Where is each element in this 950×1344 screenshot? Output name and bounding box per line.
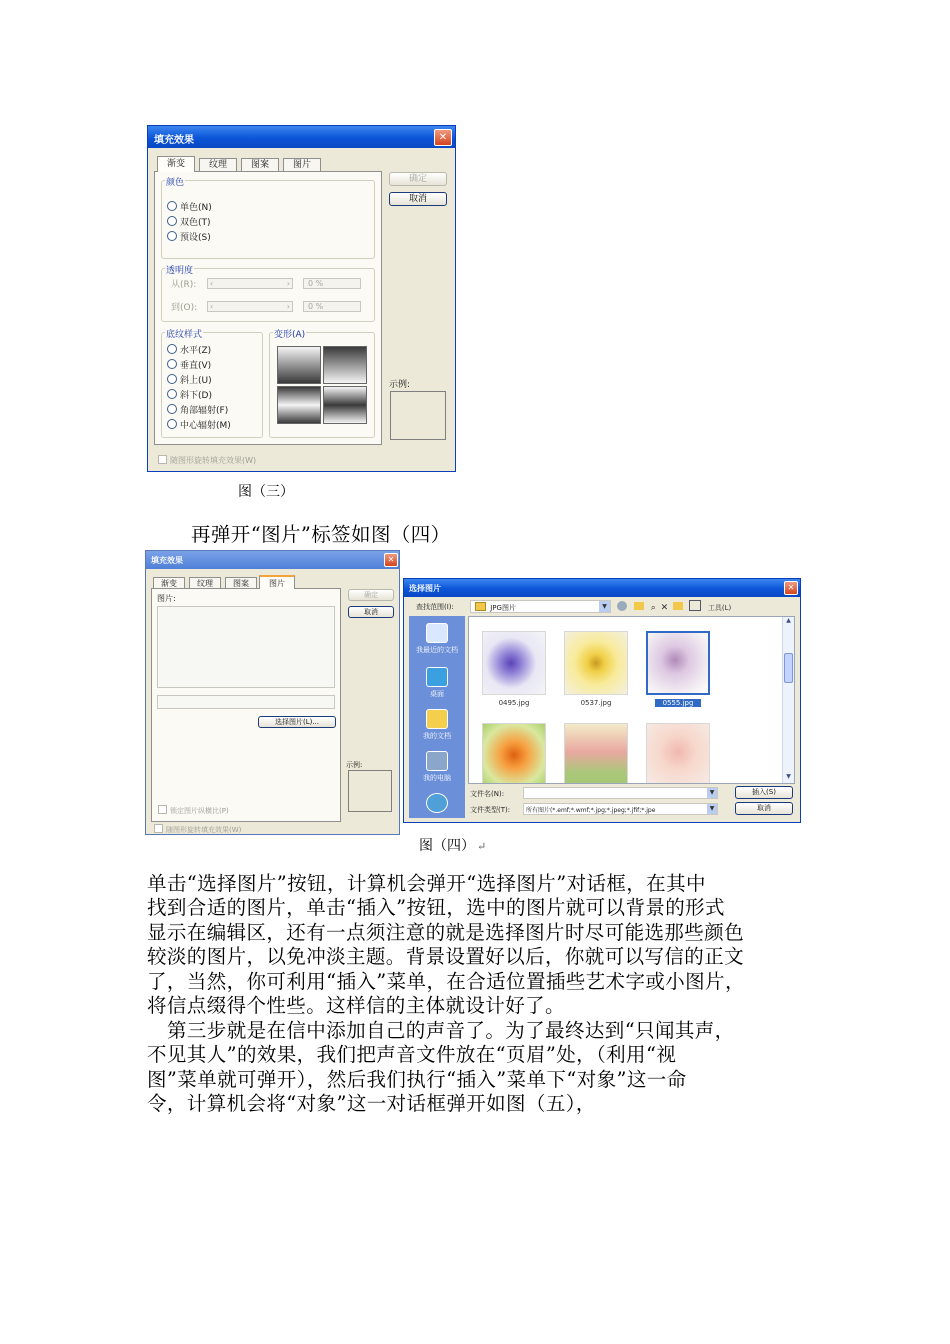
select-picture-button[interactable]: 选择图片(L)... <box>258 716 336 728</box>
shading-styles-label: 底纹样式 <box>165 327 203 340</box>
close-icon[interactable]: ✕ <box>384 553 398 567</box>
chevron-down-icon: ▼ <box>599 601 610 612</box>
variant-swatch[interactable] <box>323 346 367 384</box>
slider-right-arrow-icon: › <box>286 302 290 311</box>
from-percent-value: 0 % <box>308 279 324 288</box>
rotate-with-shape-checkbox[interactable]: 随图形旋转填充效果(W) <box>158 455 256 466</box>
tab-pattern[interactable]: 图案 <box>241 158 279 172</box>
scroll-down-icon[interactable]: ▼ <box>786 773 791 780</box>
radio-diagonal-down[interactable]: 斜下(D) <box>167 388 212 401</box>
to-percent-value: 0 % <box>308 302 324 311</box>
place-recent-documents[interactable] <box>411 623 463 655</box>
folder-icon <box>475 602 486 611</box>
vertical-scrollbar[interactable] <box>782 617 794 783</box>
ok-button[interactable]: 确定 <box>389 172 447 186</box>
color-group-label: 颜色 <box>165 175 185 188</box>
tab-panel <box>151 588 341 822</box>
views-icon[interactable] <box>689 600 701 611</box>
to-percent-field[interactable] <box>303 301 361 312</box>
my-documents-icon <box>426 709 448 729</box>
insert-button[interactable]: 插入(S) <box>735 786 793 799</box>
paragraph-1-line: 找到合适的图片，单击“插入”按钮，选中的图片就可以背景的形式 <box>147 896 725 919</box>
sample-label: 示例: <box>346 761 363 769</box>
radio-one-color[interactable]: 单色(N) <box>167 200 212 213</box>
slider-left-arrow-icon: ‹ <box>210 279 214 288</box>
tab-gradient[interactable]: 渐变 <box>153 577 185 589</box>
recent-documents-icon <box>426 623 448 643</box>
slider-left-arrow-icon: ‹ <box>210 302 214 311</box>
place-label: 我的文档 <box>423 732 451 740</box>
dialog-title: 填充效果 <box>154 135 194 146</box>
figure-4-caption <box>419 835 486 855</box>
file-list <box>468 616 795 784</box>
search-icon[interactable]: ⌕ <box>650 603 656 613</box>
filename-input[interactable] <box>523 787 718 799</box>
paragraph-2-line: 图”菜单就可弹开），然后我们执行“插入”菜单下“对象”这一命 <box>147 1068 687 1091</box>
picture-name-box <box>157 695 335 709</box>
tab-panel <box>154 171 382 445</box>
file-name-selected: 0555.jpg <box>655 699 701 707</box>
radio-vertical[interactable]: 垂直(V) <box>167 358 211 371</box>
chevron-down-icon: ▼ <box>707 804 717 814</box>
look-in-dropdown[interactable] <box>470 600 611 613</box>
paragraph-2-line: 不见其人”的效果，我们把声音文件放在“页眉”处，（利用“视 <box>147 1043 677 1066</box>
return-mark-icon: ↵ <box>477 840 487 853</box>
desktop-icon <box>426 667 448 687</box>
file-thumbnail-selected[interactable] <box>646 631 710 695</box>
dialog-title-bar <box>148 126 455 148</box>
radio-two-colors[interactable]: 双色(T) <box>167 215 211 228</box>
file-thumbnail[interactable] <box>482 631 546 695</box>
sample-label: 示例: <box>389 380 411 390</box>
tools-menu[interactable]: 工具(L) <box>707 604 732 612</box>
transparency-group-label: 透明度 <box>165 263 194 276</box>
close-icon[interactable]: ✕ <box>434 129 452 146</box>
file-thumbnail[interactable] <box>646 723 710 784</box>
variant-swatch[interactable] <box>323 386 367 424</box>
fill-effects-dialog <box>147 125 456 472</box>
toolbar <box>617 600 767 613</box>
sample-preview <box>348 770 392 812</box>
filetype-value: 所有图片(*.emf;*.wmf;*.jpg;*.jpeg;*.jfif;*.jpe <box>526 807 656 814</box>
from-label: 从(R): <box>171 280 197 290</box>
file-thumbnail[interactable] <box>564 631 628 695</box>
variant-swatch[interactable] <box>277 346 321 384</box>
place-label: 我最近的文档 <box>416 646 458 654</box>
paragraph-1-line: 了，当然，你可利用“插入”菜单，在合适位置插些艺术字或小图片， <box>147 970 745 993</box>
intro-line: 再弹开“图片”标签如图（四） <box>191 523 451 546</box>
picture-label: 图片: <box>157 594 176 603</box>
place-desktop[interactable] <box>411 667 463 699</box>
scroll-up-icon[interactable]: ▲ <box>786 617 791 624</box>
place-label: 桌面 <box>430 690 444 698</box>
chevron-down-icon: ▼ <box>707 788 717 798</box>
cancel-button[interactable]: 取消 <box>389 192 447 206</box>
radio-preset[interactable]: 预设(S) <box>167 230 211 243</box>
radio-horizontal[interactable]: 水平(Z) <box>167 343 211 356</box>
file-name: 0537.jpg <box>580 699 612 707</box>
cancel-button[interactable]: 取消 <box>735 802 793 815</box>
my-computer-icon <box>426 751 448 771</box>
paragraph-1-line: 单击“选择图片”按钮，计算机会弹开“选择图片”对话框，在其中 <box>147 872 706 895</box>
paragraph-1-line: 显示在编辑区，还有一点须注意的就是选择图片时尽可能选那些颜色 <box>147 921 745 944</box>
radio-from-corner[interactable]: 角部辐射(F) <box>167 403 228 416</box>
tab-picture[interactable]: 图片 <box>259 575 295 589</box>
network-places-icon <box>426 793 448 813</box>
ok-button[interactable]: 确定 <box>348 589 394 601</box>
file-thumbnail[interactable] <box>482 723 546 784</box>
rotate-with-shape-checkbox[interactable]: 随图形旋转填充效果(W) <box>154 824 241 835</box>
to-slider[interactable] <box>207 301 293 312</box>
sample-preview <box>390 391 446 440</box>
filename-label: 文件名(N): <box>470 790 505 798</box>
place-my-computer[interactable] <box>411 751 463 783</box>
from-percent-field[interactable] <box>303 278 361 289</box>
file-name: 0495.jpg <box>498 699 530 707</box>
close-icon[interactable]: ✕ <box>784 581 798 595</box>
tab-picture[interactable]: 图片 <box>283 158 321 172</box>
paragraph-2-line: 令，计算机会将“对象”这一对话框弹开如图（五）， <box>147 1092 596 1115</box>
to-label: 到(O): <box>171 303 198 313</box>
look-in-value: JPG图片 <box>490 604 516 612</box>
place-label: 我的电脑 <box>423 774 451 782</box>
cancel-button[interactable]: 取消 <box>348 606 394 618</box>
paragraph-1-line: 较淡的图片，以免冲淡主题。背景设置好以后，你就可以写信的正文 <box>147 945 745 968</box>
tab-texture[interactable]: 纹理 <box>189 577 221 589</box>
tab-texture[interactable]: 纹理 <box>199 158 237 172</box>
tab-pattern[interactable]: 图案 <box>225 577 257 589</box>
variant-swatch[interactable] <box>277 386 321 424</box>
dialog-title-bar <box>146 551 399 569</box>
figure-3-caption: 图（三） <box>238 484 294 500</box>
delete-icon[interactable]: ✕ <box>660 603 669 613</box>
place-my-documents[interactable] <box>411 709 463 741</box>
filetype-dropdown[interactable] <box>523 803 718 815</box>
dialog-title: 选择图片 <box>409 584 441 593</box>
scroll-thumb[interactable] <box>784 653 793 683</box>
place-network[interactable] <box>411 793 463 815</box>
file-thumbnail[interactable] <box>564 723 628 784</box>
paragraph-2-line: 第三步就是在信中添加自己的声音了。为了最终达到“只闻其声， <box>167 1019 735 1042</box>
look-in-label: 查找范围(I): <box>416 603 454 611</box>
dialog-title-bar <box>404 579 800 597</box>
back-icon[interactable] <box>617 601 627 611</box>
paragraph-1-line: 将信点缀得个性些。这样信的主体就设计好了。 <box>147 994 565 1017</box>
tab-gradient[interactable]: 渐变 <box>157 156 195 172</box>
lock-aspect-checkbox[interactable]: 锁定图片纵横比(P) <box>158 805 229 816</box>
from-slider[interactable] <box>207 278 293 289</box>
variants-label: 变形(A) <box>273 327 306 340</box>
figure-4-caption-text: 图（四） <box>419 838 475 854</box>
up-folder-icon[interactable] <box>634 602 644 610</box>
new-folder-icon[interactable] <box>673 602 683 610</box>
radio-from-center[interactable]: 中心辐射(M) <box>167 418 231 431</box>
select-picture-dialog <box>403 578 801 823</box>
dialog-title: 填充效果 <box>151 556 183 565</box>
picture-preview-box <box>157 606 335 688</box>
fill-effects-picture-dialog <box>145 550 400 835</box>
slider-right-arrow-icon: › <box>286 279 290 288</box>
radio-diagonal-up[interactable]: 斜上(U) <box>167 373 212 386</box>
filetype-label: 文件类型(T): <box>470 806 511 814</box>
